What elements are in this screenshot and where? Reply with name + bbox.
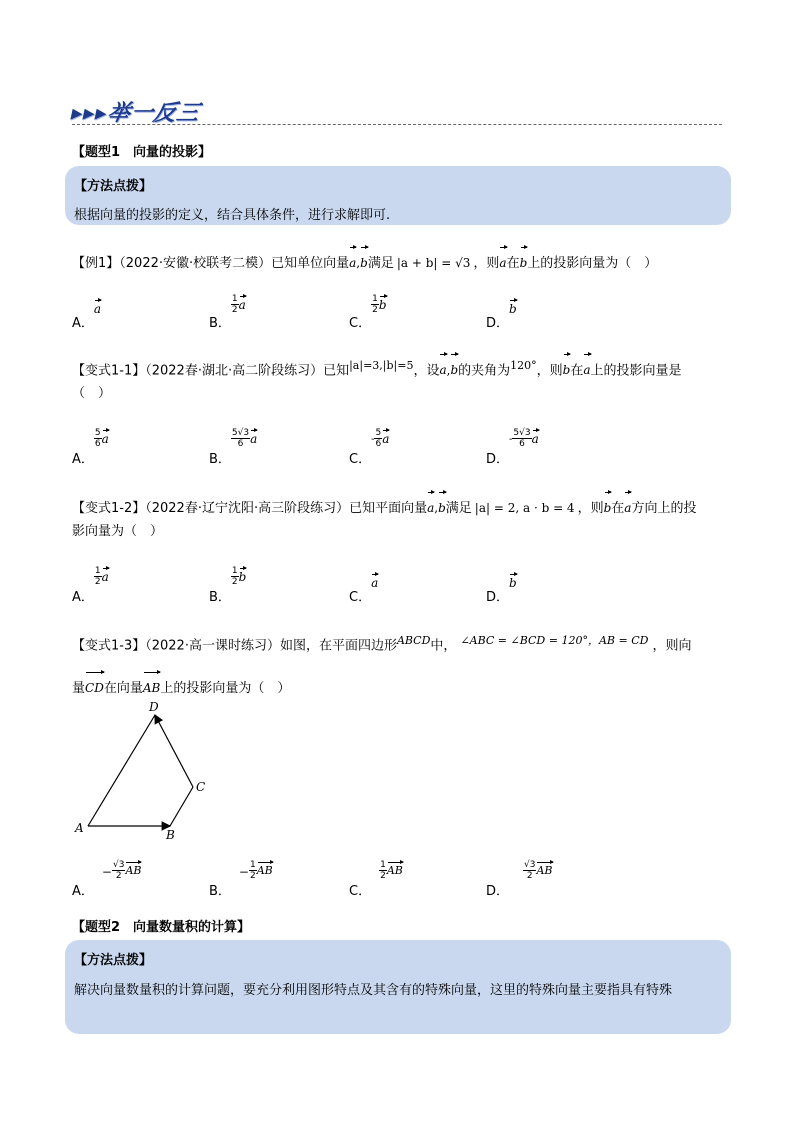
- method-title: 【方法点拨】: [74, 953, 153, 968]
- option-a[interactable]: A．− $\frac{√3}{2}$ AB: [72, 860, 142, 899]
- angle-value: 120°: [510, 359, 537, 372]
- vector-cd: CD: [85, 670, 104, 702]
- vector-a: a: [499, 245, 506, 277]
- vector-a: a: [102, 428, 109, 446]
- edge-da: [88, 715, 155, 826]
- option-c[interactable]: C．- $\frac{5}{6}$ a: [349, 428, 390, 467]
- question-text: 上的投影向量为（ ）: [527, 256, 658, 271]
- question-text: 在向量: [103, 681, 143, 696]
- vector-a: a: [349, 245, 356, 277]
- option-b[interactable]: B． $\frac{1}{2}$ a: [209, 294, 246, 331]
- option-d[interactable]: D． $\frac{√3}{2}$ AB: [486, 860, 553, 899]
- vector-b: b: [520, 245, 528, 277]
- type1-heading: 【题型1 向量的投影】: [72, 145, 212, 160]
- vector-a: a: [382, 428, 389, 446]
- variant-1-1-question: 【变式1-1】（2022春·湖北·高二阶段练习）已知$^{|a|=3,|b|=5}$，设a,b的夹角为$^{120^\circ}$，则b在a上的投影向量是: [72, 352, 682, 385]
- option-c[interactable]: C． $\frac{1}{2}$ b: [349, 294, 387, 331]
- question-text: 的夹角为: [458, 363, 511, 379]
- question-text: 在: [611, 501, 625, 516]
- method-box-2: [65, 940, 731, 1034]
- example-label: 【例1】: [72, 256, 120, 271]
- vector-b: b: [438, 490, 446, 522]
- question-text: ，设: [413, 363, 440, 379]
- vector-b: b: [450, 352, 458, 384]
- variant-source: （2022·高一课时练习）如图，在平面四边形: [145, 638, 397, 654]
- magnitude-formula: |a|=3,|b|=5: [349, 359, 414, 372]
- condition-formula: |a| = 2, a · b = 4: [474, 501, 575, 515]
- question-text: 中，: [430, 638, 457, 654]
- option-b[interactable]: B．− $\frac{1}{2}$ AB: [209, 860, 273, 899]
- vector-b: b: [379, 294, 387, 312]
- question-text: 上的投影向量为（ ）: [160, 681, 291, 696]
- question-text: 满足: [445, 501, 472, 516]
- example-1-question: 【例1】（2022·安徽·校联考二模）已知单位向量a,b满足 |a + b| = √3 ，则a在b上的投影向量为（ ）: [72, 245, 657, 278]
- option-b[interactable]: B． $\frac{1}{2}$ b: [209, 566, 247, 605]
- question-text: ，则: [473, 256, 500, 271]
- variant-1-2-line2: 影向量为（ ）: [72, 524, 164, 539]
- variant-label: 【变式1-2】: [72, 501, 146, 516]
- variant-1-2-question: 【变式1-2】（2022春·辽宁沈阳·高三阶段练习）已知平面向量a,b满足 |a| = 2, a · b = 4 ，则b在a方向上的投: [72, 490, 696, 523]
- label-c: C: [196, 780, 206, 794]
- variant-label: 【变式1-3】: [72, 638, 146, 654]
- question-text: 量: [72, 681, 86, 696]
- option-d[interactable]: D．- $\frac{5√3}{6}$ a: [486, 428, 539, 467]
- label-a: A: [75, 821, 84, 835]
- condition-formula: ∠ABC = ∠BCD = 120°，AB = CD: [460, 634, 649, 647]
- question-text: 满足: [367, 256, 394, 271]
- method-box-1: [65, 166, 731, 225]
- vector-ab: AB: [536, 860, 552, 877]
- method-title: 【方法点拨】: [74, 179, 153, 194]
- vector-ab: AB: [387, 860, 403, 877]
- option-d[interactable]: D．b: [486, 572, 517, 605]
- vector-a: a: [624, 490, 631, 522]
- variant-label: 【变式1-1】: [72, 363, 146, 379]
- method-text: 解决向量数量积的计算问题，要充分利用图形特点及其含有的特殊向量，这里的特殊向量主要指具有特殊: [74, 983, 673, 998]
- option-a[interactable]: A． $\frac{5}{6}$ a: [72, 428, 109, 467]
- vector-b: b: [509, 572, 517, 590]
- vector-b: b: [604, 490, 612, 522]
- dotted-divider: [72, 124, 722, 125]
- option-c[interactable]: C． $\frac{1}{2}$ AB: [349, 860, 403, 899]
- method-text: 根据向量的投影的定义，结合具体条件，进行求解即可.: [74, 208, 391, 223]
- question-text: ，则: [577, 501, 604, 516]
- variant-source: （2022春·辽宁沈阳·高三阶段练习）已知平面向量: [145, 501, 428, 516]
- vector-a: a: [94, 298, 101, 316]
- vector-ab: AB: [257, 860, 273, 877]
- vector-ab: AB: [125, 860, 141, 877]
- section-banner: ▸▸▸举一反三: [68, 100, 203, 126]
- vector-a: a: [439, 352, 446, 384]
- variant-1-1-paren: （ ）: [72, 386, 112, 401]
- option-d[interactable]: D．b: [486, 298, 517, 331]
- example-source: （2022·安徽·校联考二模）已知单位向量: [119, 256, 350, 271]
- variant-1-3-question: [72, 627, 691, 660]
- question-text: ，则: [536, 363, 563, 379]
- option-c[interactable]: C．a: [349, 572, 378, 605]
- label-d: D: [149, 700, 159, 714]
- vector-a: a: [532, 428, 539, 446]
- option-b[interactable]: B． $\frac{5√3}{6}$ a: [209, 428, 258, 467]
- vector-a: a: [427, 490, 434, 522]
- question-text: 在: [570, 363, 584, 379]
- vector-a: a: [371, 572, 378, 590]
- condition-formula: |a + b| = √3: [396, 256, 471, 270]
- option-a[interactable]: A． $\frac{1}{2}$ a: [72, 566, 109, 605]
- label-b: B: [166, 828, 175, 842]
- quad-name: ABCD: [396, 634, 431, 647]
- quadrilateral-figure: [70, 695, 220, 845]
- vector-b: b: [509, 298, 517, 316]
- type2-heading: 【题型2 向量数量积的计算】: [72, 920, 251, 935]
- vector-a: a: [583, 352, 590, 384]
- edge-bc: [170, 787, 193, 826]
- vector-a: a: [239, 294, 246, 312]
- question-text: 方向上的投: [631, 501, 697, 516]
- option-a[interactable]: A．a: [72, 298, 101, 331]
- vector-a: a: [250, 428, 257, 446]
- vector-b: b: [563, 352, 571, 384]
- variant-source: （2022春·湖北·高二阶段练习）已知: [145, 363, 350, 379]
- vector-cd-arrow: [155, 715, 193, 787]
- vector-a: a: [102, 566, 109, 584]
- question-text: 在: [506, 256, 520, 271]
- question-text: 上的投影向量是: [590, 363, 682, 379]
- vector-ab: AB: [143, 670, 160, 702]
- vector-b: b: [360, 245, 368, 277]
- question-text: ，则向: [652, 638, 692, 654]
- vector-b: b: [239, 566, 247, 584]
